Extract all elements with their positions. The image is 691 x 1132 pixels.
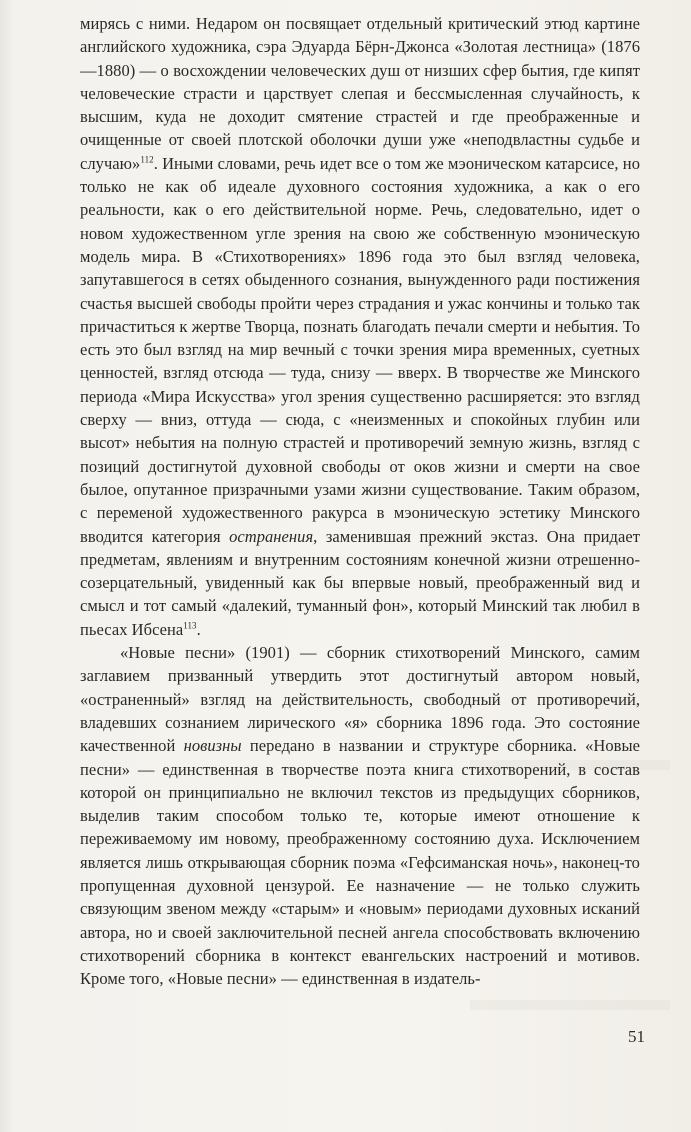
body-text <box>80 12 640 990</box>
paragraph-text: передано в названии и структуре сборника. «Новые песни» — единственная в творчестве поэта книга стихотворений, в состав которой он принципиально не включил текстов из предыдущих сборников, выделив таким способом только те, которые имеют отношение к переживаемому им новому, преображенному состоянию духа. Исключением является лишь открывающая сборник поэма «Гефсиманская ночь», наконец-то пропущенная духовной цензурой. Ее назначение — не только служить связующим звеном между «старым» и «новым» периодами духовных исканий автора, но и своей заключительной песней ангела способствовать включению стихотворений сборника в контекст евангельских настроений и мотивов. Кроме того, «Новые песни» — единственная в издатель- <box>80 736 640 989</box>
paragraph-text: «Новые песни» (1901) — сборник стихотворений Минского, самим заглавием призванный утвердить этот достигнутый автором новый, «остраненный» взгляд на действительность, свободный от противоречий, владевших сознанием лирического «я» сборника 1896 года. Это состояние качественной <box>80 643 640 756</box>
paragraph <box>80 12 640 641</box>
paragraph-text: . <box>196 619 201 639</box>
footnote-ref: 112 <box>140 154 154 165</box>
emphasized-term: остранения <box>229 526 314 546</box>
paragraph-text: мирясь с ними. Недаром он посвящает отдельный критический этюд картине английского художника, сэра Эдуарда Бёрн-Джонса «Золотая лестница» (1876—1880) — о восхождении человеческих душ от низших сфер бытия, где кипят человеческие страсти и царствует слепая и бессмысленная случайность, к высшим, куда не доходит смятение страстей и где преображенные и очищенные от своей плотской оболочки души уже «неподвластны судьбе и случаю» <box>80 14 640 173</box>
page-number: 51 <box>628 1027 645 1046</box>
paragraph <box>80 641 640 990</box>
paragraph-text: , заменившая прежний экстаз. Она придает предметам, явлениям и внутренним состояниям конечной жизни отрешенно-созерцательный, увиденный как бы впервые новый, преображенный вид и смысл и тот самый «далекий, туманный фон», который Минский так любил в пьесах Ибсена <box>80 526 640 639</box>
paragraph-text: . Иными словами, речь идет все о том же мэоническом катарсисе, но только не как об идеале духовного состояния художника, а как о его реальности, как о его действительной норме. Речь, следовательно, идет о новом художественном угле зрения на свою же собственную мэоническую модель мира. В «Стихотворениях» 1896 года это был взгляд человека, запутавшегося в сетях обыденного сознания, вынужденного ради постижения счастья высшей свободы пройти через страдания и ужас кончины и только так причаститься к жертве Творца, познать благодать печали смерти и небытия. То есть это был взгляд на мир вечный с точки зрения мира временных, суетных ценностей, взгляд отсюда — туда, снизу — вверх. В творчестве же Минского периода «Мира Искусства» угол зрения существенно расширяется: это взгляд сверху — вниз, оттуда — сюда, с «неизменных и спокойных глубин или высот» небытия на полную страстей и противоречий земную жизнь, взгляд с позиций достигнутой духовной свободы от оков жизни и смерти на свое былое, опутанное призрачными узами жизни существование. Таким образом, с переменой художественного ракурса в мэоническую эстетику Минского вводится категория <box>80 153 640 546</box>
emphasized-term: новизны <box>183 736 242 756</box>
footnote-ref: 113 <box>183 620 197 631</box>
bleed-through-shadow <box>470 1000 670 1010</box>
